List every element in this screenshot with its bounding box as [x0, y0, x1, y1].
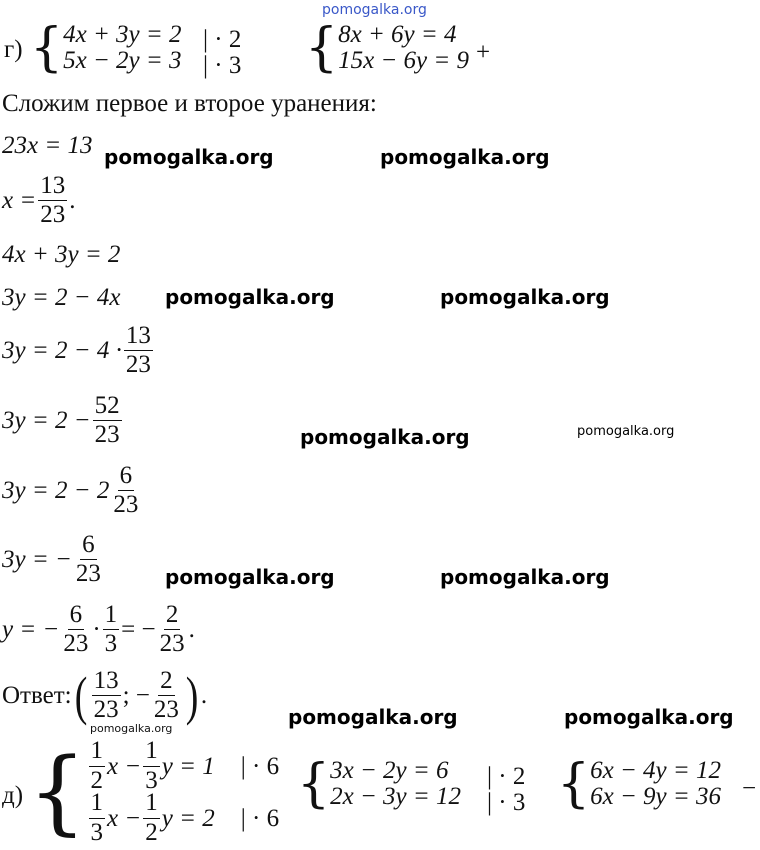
dot: . — [69, 187, 76, 215]
part-g-system-2 — [305, 18, 470, 79]
answer-line — [2, 665, 208, 726]
part-g-system-1 — [30, 18, 182, 79]
multiplier-1: | · 2 — [203, 26, 242, 53]
brace-icon: { — [28, 738, 87, 845]
part-d-row-1 — [87, 737, 280, 794]
answer-label: Ответ: — [2, 682, 72, 710]
line7-num: 6 — [118, 463, 135, 491]
x-den: 23 — [40, 201, 66, 229]
watermark: pomogalka.org — [440, 285, 610, 309]
plus-sign: + — [476, 39, 491, 66]
r2-d2: 2 — [145, 818, 158, 846]
line9-mid: · — [92, 616, 101, 644]
line9-lhs: y = − — [2, 616, 60, 644]
part-g-label: г) — [4, 36, 23, 63]
line6-den: 23 — [94, 421, 120, 449]
line8-lhs: 3y = − — [2, 546, 72, 574]
top-watermark: pomogalka.org — [322, 2, 427, 18]
eq-line9 — [2, 602, 195, 658]
eq-23x: 23x = 13 — [2, 132, 93, 159]
line6-lhs: 3y = 2 − — [2, 407, 91, 435]
r1-d2: 3 — [145, 766, 158, 794]
watermark: pomogalka.org — [288, 705, 458, 729]
line7-den: 23 — [113, 491, 139, 519]
part-d-multipliers — [487, 764, 525, 817]
answer-sep: ; − — [122, 682, 150, 710]
line9-eq: = − — [121, 616, 156, 644]
watermark: pomogalka.org — [104, 145, 274, 169]
eq-line5 — [2, 323, 155, 379]
brace-icon: { — [30, 18, 64, 79]
line9-n1: 6 — [68, 602, 85, 630]
answer-d1: 23 — [93, 696, 119, 724]
watermark: pomogalka.org — [440, 565, 610, 589]
watermark: pomogalka.org — [380, 145, 550, 169]
part-d-label: д) — [2, 782, 24, 809]
dot: . — [200, 682, 208, 710]
line8-num: 6 — [80, 532, 97, 560]
system2-eq1: 8x + 6y = 4 — [338, 21, 457, 48]
d-system2-eq1: 3x − 2y = 6 — [330, 757, 449, 784]
instruction-text: Сложим первое и второе уранения: — [2, 90, 377, 117]
r1-n: 1 — [89, 738, 106, 766]
r2-mid: x − — [107, 804, 142, 832]
watermark: pomogalka.org — [300, 425, 470, 449]
close-paren-icon: ) — [185, 665, 199, 726]
system2-eq2: 15x − 6y = 9 — [338, 47, 470, 75]
line5-num: 13 — [124, 323, 153, 351]
multiplier-2: | · 3 — [203, 52, 242, 80]
r2-n2: 1 — [143, 790, 160, 818]
r1-end: y = 1 — [161, 752, 215, 780]
line9-n3: 2 — [164, 602, 181, 630]
d-system3-eq1: 6x − 4y = 12 — [590, 757, 722, 784]
eq-line4: 3y = 2 − 4x — [2, 284, 121, 311]
r2-n: 1 — [89, 790, 106, 818]
line9-n2: 1 — [103, 602, 120, 630]
line5-den: 23 — [125, 351, 151, 379]
x-lhs: x = — [2, 187, 37, 215]
eq-line8 — [2, 532, 105, 588]
part-d-system-2 — [297, 754, 462, 815]
part-d-system-1 — [28, 737, 280, 846]
brace-icon: { — [557, 754, 591, 815]
r2-d: 3 — [90, 818, 104, 846]
r1-mult: | · 6 — [240, 752, 280, 780]
r2-mult: | · 6 — [240, 804, 280, 832]
watermark-tiny: pomogalka.org — [90, 722, 173, 735]
d-multiplier-1: | · 2 — [487, 763, 526, 790]
line9-d2: 3 — [104, 630, 118, 658]
brace-icon: { — [305, 18, 339, 79]
r2-end: y = 2 — [161, 804, 215, 832]
system1-eq2: 5x − 2y = 3 — [63, 47, 182, 75]
d-multiplier-2: | · 3 — [487, 789, 526, 817]
system1-eq1: 4x + 3y = 2 — [63, 21, 182, 48]
line9-d3: 23 — [159, 630, 185, 658]
watermark: pomogalka.org — [165, 285, 335, 309]
line5-lhs: 3y = 2 − 4 · — [2, 337, 122, 365]
line8-den: 23 — [75, 560, 101, 588]
line7-lhs: 3y = 2 − 2 — [2, 477, 110, 505]
eq-line7 — [2, 463, 142, 519]
watermark: pomogalka.org — [564, 705, 734, 729]
x-num: 13 — [38, 173, 67, 201]
part-g-multipliers — [203, 27, 241, 80]
d-system3-eq2: 6x − 9y = 36 — [590, 783, 722, 811]
answer-n1: 13 — [92, 668, 121, 696]
r1-mid: x − — [107, 752, 142, 780]
answer-d2: 23 — [153, 696, 179, 724]
d-system2-eq2: 2x − 3y = 12 — [330, 783, 462, 811]
part-d-row-2 — [87, 789, 280, 846]
eq-line6 — [2, 393, 124, 449]
eq-x-fraction — [2, 173, 75, 229]
line9-d1: 23 — [63, 630, 89, 658]
line6-num: 52 — [93, 393, 122, 421]
dot: . — [188, 616, 195, 644]
brace-icon: { — [297, 754, 331, 815]
part-d-system-3 — [557, 754, 722, 815]
answer-n2: 2 — [158, 668, 175, 696]
r1-d: 2 — [90, 766, 104, 794]
watermark-small: pomogalka.org — [577, 424, 675, 439]
watermark: pomogalka.org — [165, 565, 335, 589]
eq-line3: 4x + 3y = 2 — [2, 241, 121, 268]
r1-n2: 1 — [143, 738, 160, 766]
open-paren-icon: ( — [74, 665, 87, 726]
minus-sign: − — [742, 775, 757, 802]
